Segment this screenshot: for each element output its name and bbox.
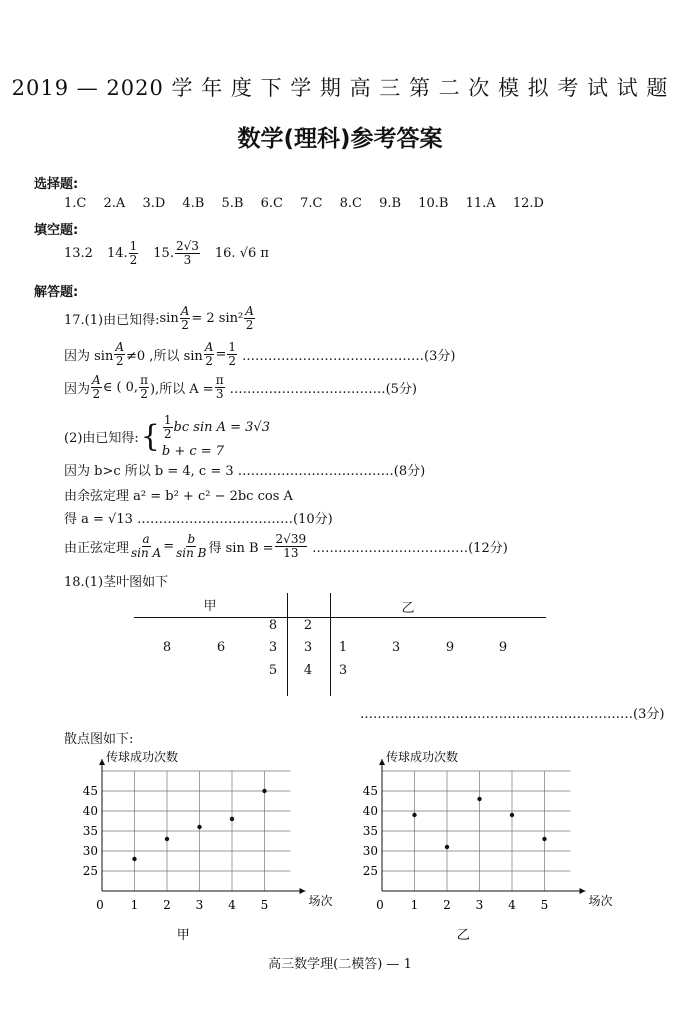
q18-line-1: 18.(1)茎叶图如下	[64, 575, 169, 590]
fraction-denominator: 2	[140, 387, 148, 401]
x-tick-label: 2	[443, 898, 451, 912]
solve-heading: 解答题:	[34, 285, 79, 300]
y-axis-label: 传球成功次数	[386, 750, 459, 764]
y-tick-label: 25	[362, 864, 378, 878]
x-tick-label: 4	[508, 898, 516, 912]
leaf-right: 9	[498, 640, 508, 655]
exam-title: 2019 — 2020 学 年 度 下 学 期 高 三 第 二 次 模 拟 考 试 试 题	[11, 76, 669, 100]
scatter-chart-jia	[80, 745, 333, 945]
x-tick-label: 1	[410, 898, 419, 912]
left-brace: {	[140, 418, 160, 454]
stem-leaf-horizontal-line	[134, 617, 546, 618]
x-tick-label: 5	[540, 898, 549, 912]
choice-answer: 12.D	[512, 196, 544, 211]
fraction-numerator: 2√39	[275, 532, 307, 546]
score-dots: ……………………………………(3分)	[242, 349, 456, 364]
expr-text: ),所以 A =	[149, 382, 214, 397]
leaf-right: 9	[445, 640, 455, 655]
stem-leaf-divider-left	[287, 593, 288, 696]
fill-answer-15-number: 15.	[153, 246, 174, 261]
leaf-left: 3	[268, 640, 278, 655]
data-point	[477, 797, 481, 801]
leaf-left: 6	[216, 640, 226, 655]
fraction-denominator: 2	[245, 318, 254, 332]
choice-answer: 6.C	[260, 196, 283, 211]
expr-text: ≠0 ,所以 sin	[126, 349, 203, 364]
fraction-numerator: b	[187, 532, 196, 546]
x-axis-arrow	[580, 888, 586, 894]
fraction-denominator: sin B	[176, 546, 207, 560]
x-tick-label: 5	[260, 898, 269, 912]
expr-text: = 2 sin²	[191, 311, 244, 326]
choice-answer: 3.D	[142, 196, 166, 211]
answer-key-subtitle: 数学(理科)参考答案	[237, 126, 443, 152]
y-tick-label: 45	[362, 784, 378, 798]
leaf-left: 5	[268, 663, 278, 678]
y-tick-label: 30	[362, 844, 378, 858]
data-point	[412, 813, 416, 817]
fill-heading: 填空题:	[34, 223, 79, 238]
expr-text: =	[163, 539, 175, 554]
data-point	[262, 789, 266, 793]
leaf-left: 8	[268, 618, 278, 633]
expr-text: 由正弦定理	[64, 541, 130, 556]
y-tick-label: 35	[362, 824, 378, 838]
q17-line-5: 因为 b>c 所以 b = 4, c = 3 ………………………………(8分)	[64, 464, 426, 479]
fraction-numerator: π	[140, 373, 148, 387]
x-tick-label: 3	[195, 898, 204, 912]
fraction-numerator: A	[245, 304, 254, 318]
fraction-denominator: 3	[215, 387, 224, 401]
data-point	[132, 857, 136, 861]
expr-text: 因为 sin	[64, 349, 114, 364]
choice-answer: 4.B	[182, 196, 205, 211]
fill-answer-13: 13.2	[64, 246, 93, 261]
x-tick-label: 3	[475, 898, 484, 912]
y-tick-label: 35	[82, 824, 98, 838]
fraction-denominator: 2	[163, 427, 172, 441]
q17-label: 17.(1)由已知得:	[64, 313, 160, 328]
data-point	[165, 837, 169, 841]
choice-answer: 11.A	[465, 196, 496, 211]
expr-text: sin	[159, 311, 179, 326]
leaf-right: 1	[338, 640, 348, 655]
stem-leaf-right-label: 乙	[401, 601, 415, 616]
scatter-heading: 散点图如下:	[64, 732, 134, 747]
expr-text: ∈ ( 0,	[102, 380, 139, 395]
chart-series-label: 乙	[456, 928, 470, 943]
fraction-denominator: 2	[205, 354, 213, 368]
equation-2: b + c = 7	[161, 444, 225, 459]
stem-leaf-divider-right	[330, 593, 331, 696]
y-tick-label: 40	[362, 804, 378, 818]
equation-1: bc sin A = 3√3	[173, 420, 270, 435]
x-axis-label: 场次	[588, 894, 613, 908]
x-tick-label: 0	[96, 898, 104, 912]
fraction-numerator: π	[215, 373, 224, 387]
score-dots-q18-1: ………………………………………………………(3分)	[360, 707, 665, 722]
leaf-right: 3	[338, 663, 348, 678]
y-tick-label: 45	[82, 784, 98, 798]
fraction-denominator: 2	[129, 253, 138, 267]
x-tick-label: 0	[376, 898, 384, 912]
fraction-denominator: 2	[181, 318, 189, 332]
y-tick-label: 40	[82, 804, 98, 818]
choice-answer: 1.C	[64, 196, 87, 211]
y-axis-arrow	[379, 759, 385, 765]
q17-line-6: 由余弦定理 a² = b² + c² − 2bc cos A	[64, 489, 293, 504]
page-footer: 高三数学理(二模答) — 1	[268, 957, 412, 972]
data-point	[542, 837, 546, 841]
expr-text: 因为	[64, 382, 91, 397]
chart-series-label: 甲	[176, 928, 190, 943]
fill-answer-16: 16. √6 π	[214, 246, 269, 261]
stem-value: 4	[303, 663, 313, 678]
score-dots: ………………………………(12分)	[312, 541, 508, 556]
data-point	[445, 845, 449, 849]
stem-value: 2	[303, 618, 313, 633]
q17-line-7: 得 a = √13 ………………………………(10分)	[64, 512, 333, 527]
scatter-chart-yi	[360, 745, 613, 945]
data-point	[510, 813, 514, 817]
data-point	[230, 817, 234, 821]
fraction-numerator: a	[142, 532, 150, 546]
choice-answer: 7.C	[300, 196, 323, 211]
leaf-left: 8	[162, 640, 172, 655]
choice-answer: 9.B	[379, 196, 402, 211]
x-tick-label: 2	[163, 898, 171, 912]
score-dots: ………………………………(5分)	[229, 382, 418, 397]
fraction-denominator: sin A	[131, 546, 162, 560]
fraction-numerator: 2√3	[175, 239, 199, 253]
fraction-numerator: A	[115, 340, 125, 354]
fraction-denominator: 2	[115, 354, 124, 368]
choice-answer: 5.B	[221, 196, 244, 211]
choice-answer: 10.B	[418, 196, 449, 211]
expr-text: (2)由已知得:	[64, 431, 139, 446]
fraction-numerator: A	[180, 304, 190, 318]
fraction-denominator: 13	[283, 546, 299, 560]
fraction-numerator: A	[92, 373, 101, 387]
fraction-numerator: 1	[163, 413, 172, 427]
fraction-numerator: 1	[228, 340, 236, 354]
fraction-denominator: 3	[183, 253, 192, 267]
expr-text: =	[215, 347, 227, 362]
y-tick-label: 25	[82, 864, 98, 878]
data-point	[197, 825, 201, 829]
x-tick-label: 1	[130, 898, 139, 912]
fraction-denominator: 2	[92, 387, 101, 401]
fraction-numerator: A	[204, 340, 214, 354]
choice-answer: 2.A	[103, 196, 126, 211]
y-axis-arrow	[99, 759, 105, 765]
fraction-denominator: 2	[228, 354, 236, 368]
x-axis-label: 场次	[308, 894, 333, 908]
x-tick-label: 4	[228, 898, 236, 912]
y-axis-label: 传球成功次数	[106, 750, 179, 764]
x-axis-arrow	[300, 888, 306, 894]
choice-heading: 选择题:	[34, 177, 79, 192]
choice-answer: 8.C	[339, 196, 362, 211]
stem-leaf-left-label: 甲	[203, 599, 217, 614]
expr-text: 得 sin B =	[208, 541, 274, 556]
y-tick-label: 30	[82, 844, 98, 858]
fraction-numerator: 1	[129, 239, 138, 253]
stem-value: 3	[303, 640, 313, 655]
leaf-right: 3	[391, 640, 401, 655]
fill-answer-14-number: 14.	[106, 246, 128, 261]
